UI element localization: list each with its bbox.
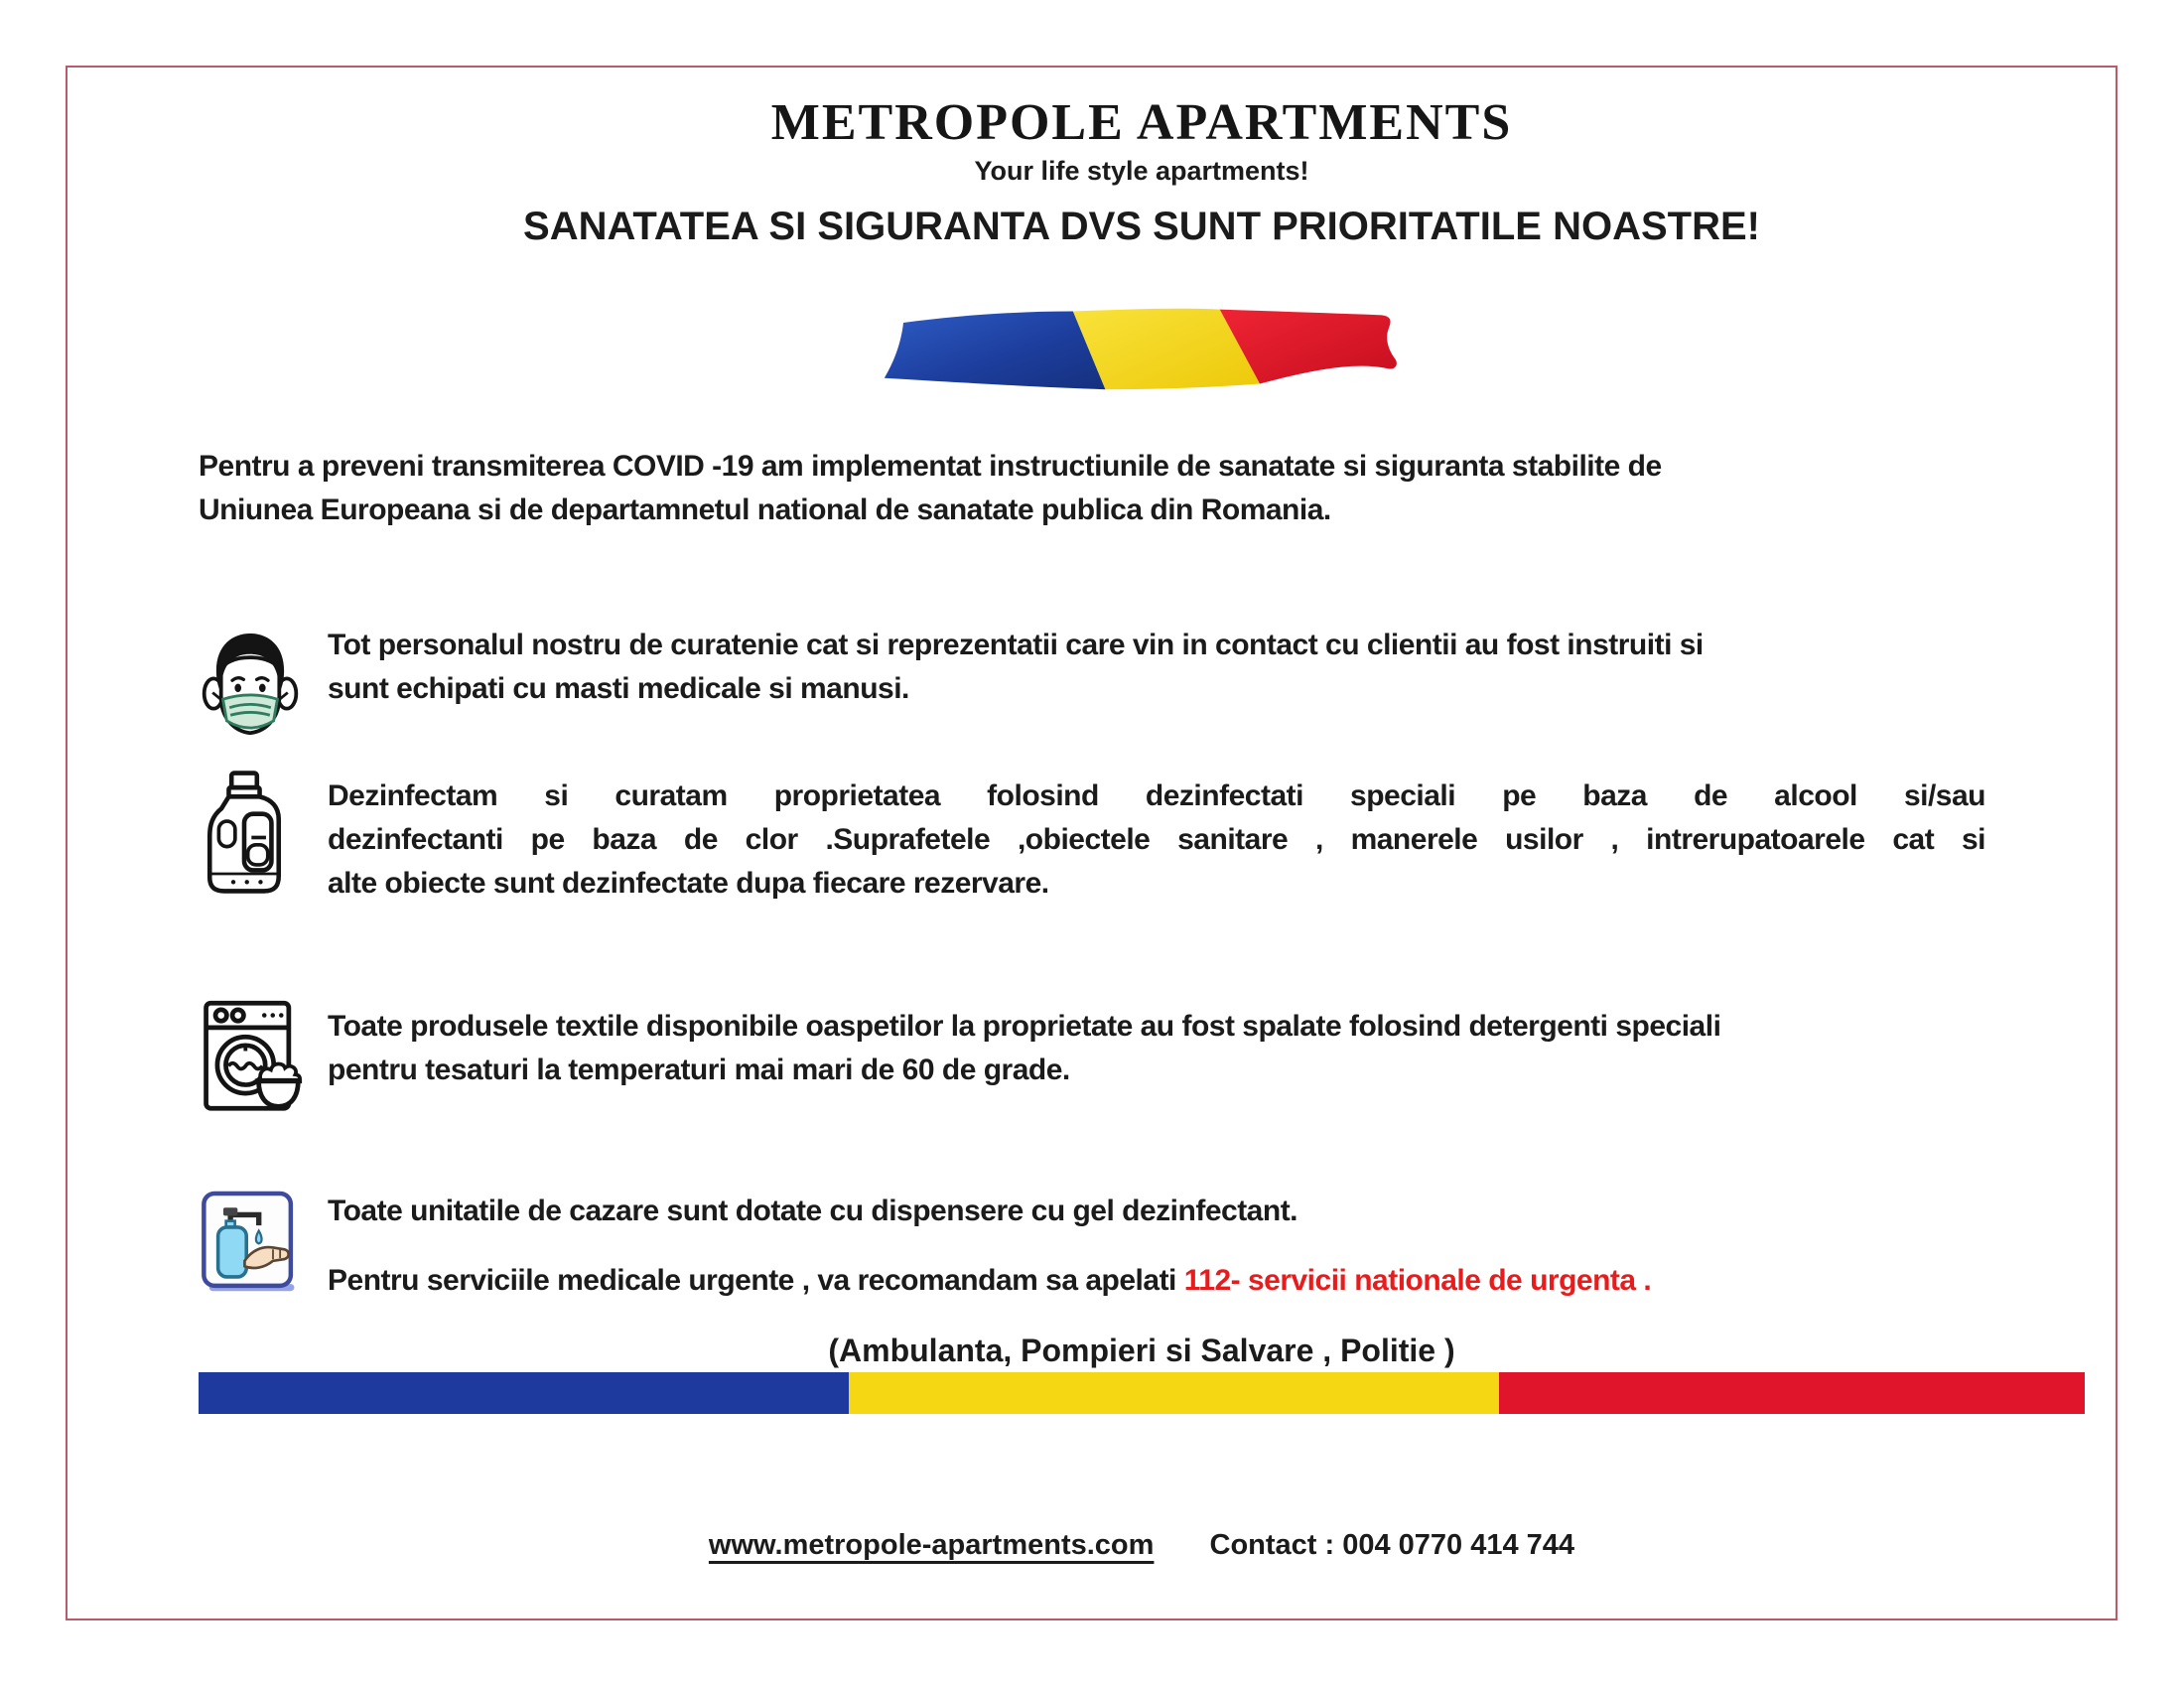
intro-line: Pentru a preveni transmiterea COVID -19 am implementat instructiunile de sanatate si siguranta stabilite de <box>199 450 1662 484</box>
emergency-line <box>328 1259 1985 1303</box>
section-line: pentru tesaturi la temperaturi mai mari de 60 de grade. <box>328 1054 1070 1087</box>
detergent-bottle-icon <box>199 769 290 896</box>
icon-cell <box>199 1190 328 1297</box>
hand-sanitizer-icon <box>199 1190 298 1297</box>
intro-paragraph <box>199 445 2085 532</box>
headline: SANATATEA SI SIGURANTA DVS SUNT PRIORITATILE NOASTRE! <box>523 205 1760 249</box>
footer <box>199 1529 2085 1562</box>
tricolor-blue-segment <box>199 1372 849 1414</box>
section-line: Dezinfectam si curatam proprietatea folosind dezinfectati speciali pe baza de alcool si/sau <box>328 779 1985 813</box>
brand-tagline: Your life style apartments! <box>974 155 1309 186</box>
section-sanitizer <box>199 1190 2085 1303</box>
section-line: Toate produsele textile disponibile oaspetilor la proprietate au fost spalate folosind detergenti speciali <box>328 1010 1721 1044</box>
romanian-flag-wave-image <box>874 300 1410 395</box>
brand-title: METROPOLE APARTMENTS <box>770 94 1513 151</box>
section-line: Tot personalul nostru de curatenie cat si reprezentatii care vin in contact cu clientii au fost instruiti si <box>328 629 1704 662</box>
tricolor-bar <box>199 1372 2085 1414</box>
icon-cell <box>199 774 328 896</box>
section-laundry <box>199 1005 2085 1122</box>
section-line: dezinfectanti pe baza de clor .Suprafetele ,obiectele sanitare , manerele usilor , intrerupatoarele cat si <box>328 823 1985 857</box>
washing-machine-icon <box>199 997 304 1122</box>
section-text <box>328 624 1985 711</box>
section-staff-masks <box>199 624 2085 747</box>
section-text <box>328 1005 1985 1092</box>
tricolor-yellow-segment <box>849 1372 1499 1414</box>
ambulance-note: (Ambulanta, Pompieri si Salvare , Politie ) <box>828 1333 1455 1369</box>
website-link[interactable]: www.metropole-apartments.com <box>708 1529 1155 1562</box>
tricolor-red-segment <box>1499 1372 2085 1414</box>
emergency-prefix: Pentru serviciile medicale urgente , va recomandam sa apelati <box>328 1264 1184 1298</box>
section-disinfection <box>199 774 2085 906</box>
icon-cell <box>199 1005 328 1122</box>
section-line: Toate unitatile de cazare sunt dotate cu dispensere cu gel dezinfectant. <box>328 1195 1298 1228</box>
section-text <box>328 774 1985 906</box>
emergency-red-text: 112- servicii nationale de urgenta . <box>1183 1264 1652 1298</box>
contact-text: Contact : 004 0770 414 744 <box>1209 1529 1575 1562</box>
section-text <box>328 1190 1985 1303</box>
page-content <box>199 79 2085 1562</box>
intro-line: Uniunea Europeana si de departamnetul national de sanatate publica din Romania. <box>199 493 1331 527</box>
section-line: sunt echipati cu masti medicale si manusi. <box>328 672 909 706</box>
masked-person-icon <box>199 624 302 747</box>
section-line: alte obiecte sunt dezinfectate dupa fiecare rezervare. <box>328 867 1049 901</box>
icon-cell <box>199 624 328 747</box>
